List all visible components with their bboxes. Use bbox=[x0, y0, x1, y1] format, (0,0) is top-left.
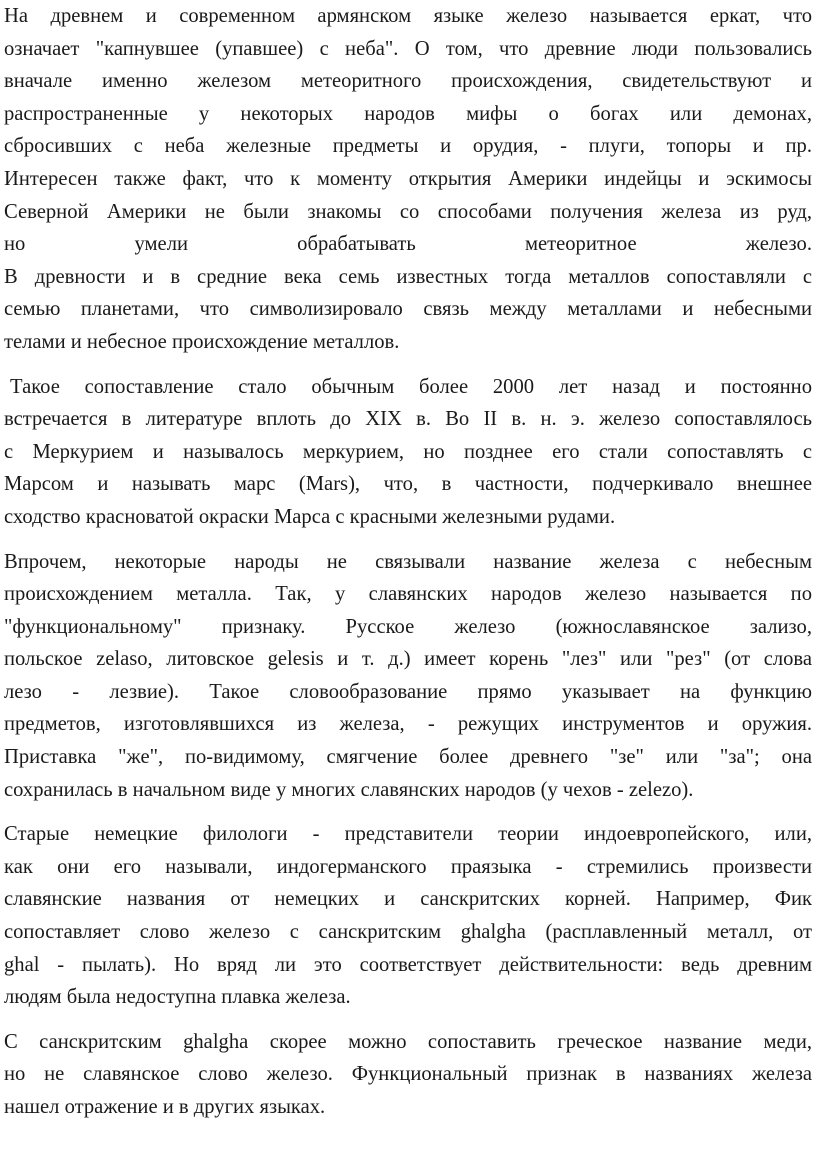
text-line: распространенные у некоторых народов мифы о богах или демонах, bbox=[4, 102, 812, 125]
text-line: Интересен также факт, что к моменту открытия Америки индейцы и эскимосы bbox=[4, 167, 812, 190]
text-line: происхождением металла. Так, у славянских народов железо называется по bbox=[4, 583, 812, 606]
text-line: семью планетами, что символизировало связь между металлами и небесными bbox=[4, 298, 812, 321]
text-line: но умели обрабатывать метеоритное железо. bbox=[4, 233, 812, 256]
text-line: сходство красноватой окраски Марса с красными железными рудами. bbox=[4, 505, 616, 528]
text-line: с Меркурием и называлось меркурием, но позднее его стали сопоставлять с bbox=[4, 440, 812, 463]
text-line: означает "капнувшее (упавшее) с неба". О том, что древние люди пользовались bbox=[4, 37, 812, 60]
text-line: сбросивших с неба железные предметы и орудия, - плуги, топоры и пр. bbox=[4, 135, 812, 158]
text-line: сопоставляет слово железо с санскритским ghalgha (расплавленный металл, от bbox=[4, 921, 812, 944]
text-line: С санскритским ghalgha скорее можно сопоставить греческое название меди, bbox=[4, 1030, 812, 1053]
text-line: Такое сопоставление стало обычным более 2000 лет назад и постоянно bbox=[10, 375, 812, 398]
paragraph-slavic-naming bbox=[4, 546, 812, 807]
text-line: нашел отражение и в других языках. bbox=[4, 1096, 326, 1118]
text-line: встречается в литературе вплоть до XIX в. Во II в. н. э. железо сопоставлялось bbox=[4, 408, 812, 431]
text-line: Впрочем, некоторые народы не связывали название железа с небесным bbox=[4, 550, 812, 573]
paragraph-planet-comparison bbox=[4, 371, 812, 534]
text-line: славянские названия от немецких и санскритских корней. Например, Фик bbox=[4, 888, 812, 911]
paragraph-sanskrit-comparison bbox=[4, 1026, 812, 1124]
text-line: Старые немецкие филологи - представители теории индоевропейского, или, bbox=[4, 823, 812, 846]
text-line: польское zelaso, литовское gelesis и т. д.) имеет корень "лез" или "рез" (от слова bbox=[4, 648, 812, 671]
text-line: ghal - пылать). Но вряд ли это соответствует действительности: ведь древним bbox=[4, 953, 812, 976]
text-line: "функциональному" признаку. Русское железо (южнославянское зализо, bbox=[4, 615, 812, 638]
text-line: В древности и в средние века семь известных тогда металлов сопоставляли с bbox=[4, 265, 812, 288]
text-line: На древнем и современном армянском языке железо называется еркат, что bbox=[4, 5, 812, 27]
text-line: вначале именно железом метеоритного происхождения, свидетельствуют и bbox=[4, 70, 812, 93]
text-line: как они его называли, индогерманского праязыка - стремились произвести bbox=[4, 855, 812, 878]
paragraph-german-philologists bbox=[4, 818, 812, 1014]
text-line: сохранилась в начальном виде у многих славянских народов (у чехов - zelezo). bbox=[4, 778, 694, 801]
text-line: лезо - лезвие). Такое словообразование прямо указывает на функцию bbox=[4, 680, 812, 703]
text-line: Северной Америки не были знакомы со способами получения железа из руд, bbox=[4, 200, 812, 223]
text-line: но не славянское слово железо. Функциональный признак в названиях железа bbox=[4, 1063, 812, 1086]
text-line: Марсом и называть марс (Mars), что, в частности, подчеркивало внешнее bbox=[4, 473, 812, 496]
text-line: Приставка "же", по-видимому, смягчение более древнего "зе" или "за"; она bbox=[4, 746, 812, 769]
text-line: предметов, изготовлявшихся из железа, - режущих инструментов и оружия. bbox=[4, 713, 812, 736]
paragraph-armenian-iron bbox=[4, 0, 812, 359]
text-line: телами и небесное происхождение металлов. bbox=[4, 330, 400, 353]
text-line: людям была недоступна плавка железа. bbox=[4, 986, 351, 1009]
